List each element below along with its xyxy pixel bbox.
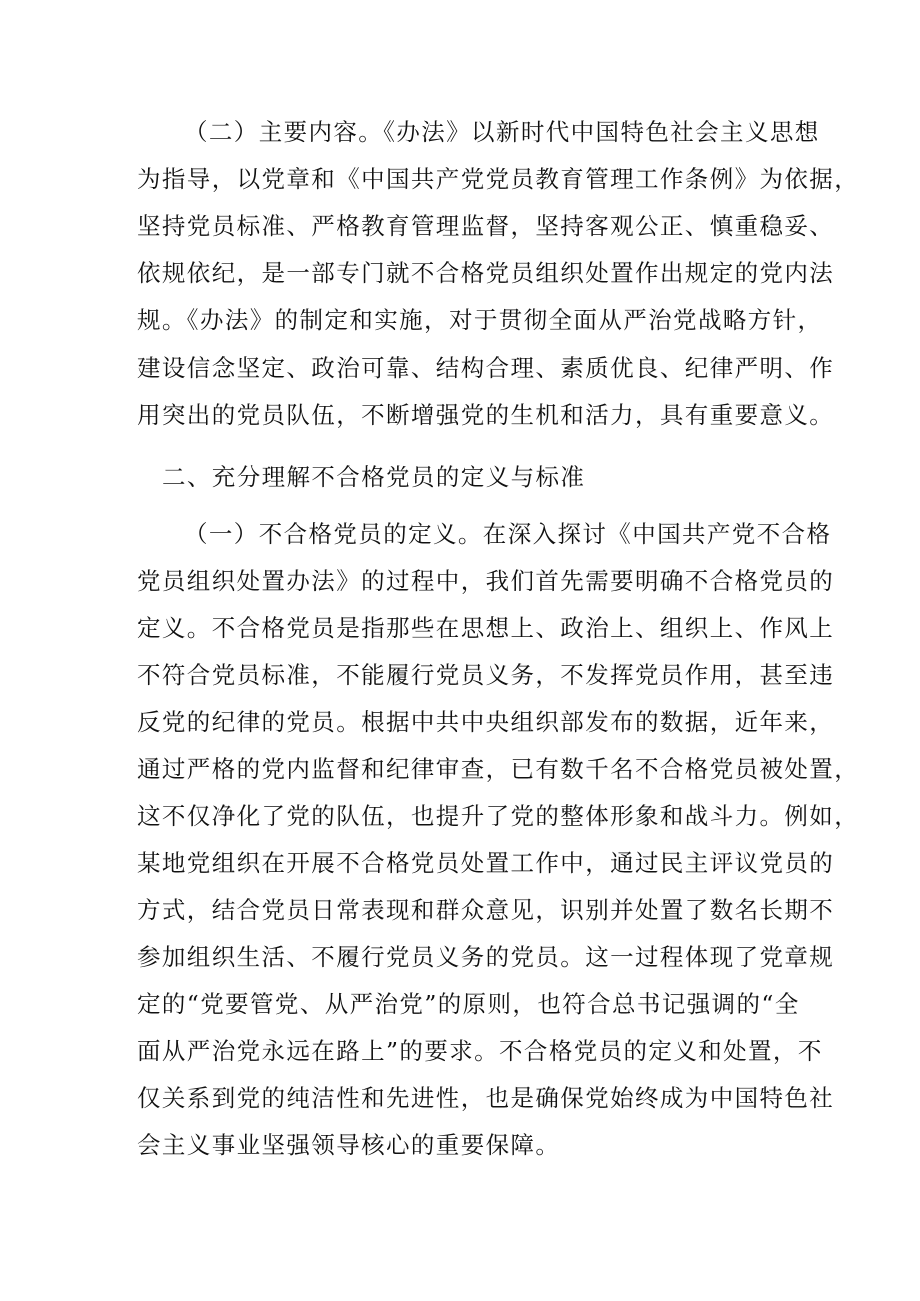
paragraph-1-line: 为指导，以党章和《中国共产党党员教育管理工作条例》为依据， [137,165,860,193]
paragraph-1-line: 依规依纪，是一部专门就不合格党员组织处置作出规定的党内法 [137,259,835,287]
paragraph-2-line: 反党的纪律的党员。根据中共中央组织部发布的数据，近年来， [137,708,835,736]
paragraph-1-line: 建设信念坚定、政治可靠、结构合理、素质优良、纪律严明、作 [137,354,835,382]
paragraph-2-line: 党员组织处置办法》的过程中，我们首先需要明确不合格党员的 [137,567,835,595]
paragraph-2-line: 参加组织生活、不履行党员义务的党员。这一过程体现了党章规 [137,943,835,971]
paragraph-2-line: 方式，结合党员日常表现和群众意见，识别并处置了数名长期不 [137,896,835,924]
paragraph-2-line: 通过严格的党内监督和纪律审查，已有数千名不合格党员被处置， [137,755,860,783]
paragraph-2-line: 面从严治党永远在路上”的要求。不合格党员的定义和处置，不 [137,1037,823,1065]
paragraph-1-line: 坚持党员标准、严格教育管理监督，坚持客观公正、慎重稳妥、 [137,212,835,240]
paragraph-2-line: 定的“党要管党、从严治党”的原则，也符合总书记强调的“全 [137,990,800,1018]
paragraph-2-line: 会主义事业坚强领导核心的重要保障。 [137,1131,561,1159]
paragraph-2-line: 仅关系到党的纯洁性和先进性，也是确保党始终成为中国特色社 [137,1084,835,1112]
paragraph-2-line: 某地党组织在开展不合格党员处置工作中，通过民主评议党员的 [137,849,835,877]
paragraph-2-line: 不符合党员标准，不能履行党员义务，不发挥党员作用，甚至违 [137,661,835,689]
paragraph-2-line: （一）不合格党员的定义。在深入探讨《中国共产党不合格 [184,520,832,548]
paragraph-2-line: 定义。不合格党员是指那些在思想上、政治上、组织上、作风上 [137,614,835,642]
paragraph-1-line: 用突出的党员队伍，不断增强党的生机和活力，具有重要意义。 [137,401,835,429]
paragraph-1-line: 规。《办法》的制定和实施，对于贯彻全面从严治党战略方针， [137,306,823,334]
paragraph-2-line: 这不仅净化了党的队伍，也提升了党的整体形象和战斗力。例如， [137,802,860,830]
section-heading: 二、充分理解不合格党员的定义与标准 [162,463,586,491]
paragraph-1-line: （二）主要内容。《办法》以新时代中国特色社会主义思想 [184,118,820,146]
